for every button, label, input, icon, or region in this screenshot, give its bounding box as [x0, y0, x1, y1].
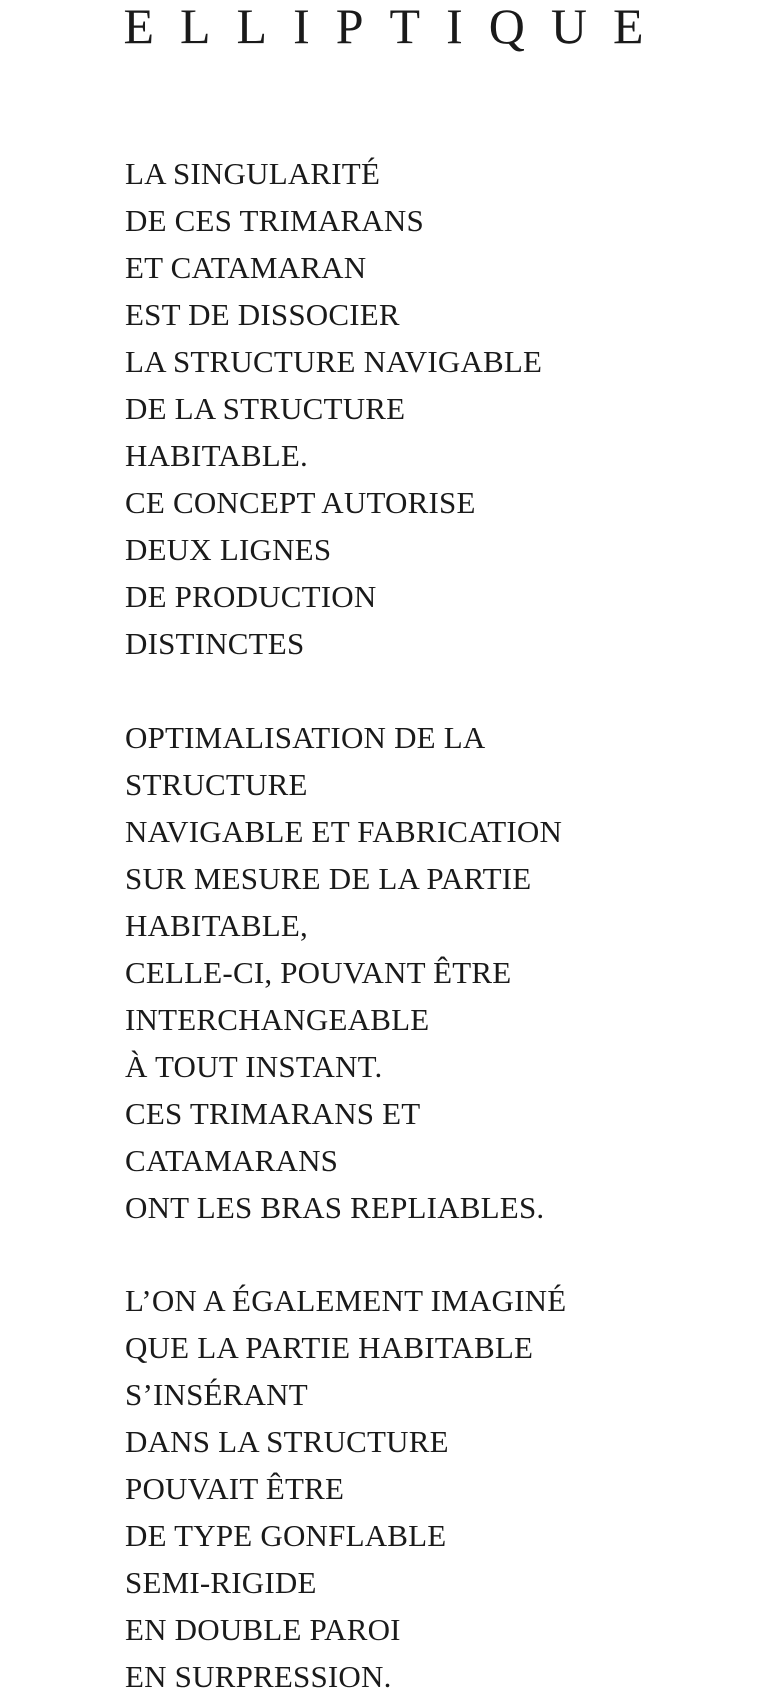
text-line: ET CATAMARAN	[125, 250, 367, 285]
text-line: OPTIMALISATION DE LA	[125, 720, 486, 755]
text-line: DE CES TRIMARANS	[125, 203, 424, 238]
text-line: À TOUT INSTANT.	[125, 1049, 383, 1084]
text-line: HABITABLE,	[125, 908, 308, 943]
page-title: ELLIPTIQUE	[123, 0, 670, 54]
text-line: CE CONCEPT AUTORISE	[125, 485, 476, 520]
text-line: SUR MESURE DE LA PARTIE	[125, 861, 532, 896]
text-line: DISTINCTES	[125, 626, 305, 661]
text-line: STRUCTURE	[125, 767, 308, 802]
text-line: INTERCHANGEABLE	[125, 1002, 430, 1037]
text-line: S’INSÉRANT	[125, 1377, 308, 1412]
text-line: EN DOUBLE PAROI	[125, 1612, 401, 1647]
text-line: L’ON A ÉGALEMENT IMAGINÉ	[125, 1283, 567, 1318]
text-line: CES TRIMARANS ET	[125, 1096, 421, 1131]
text-line: LA STRUCTURE NAVIGABLE	[125, 344, 543, 379]
text-line: DE TYPE GONFLABLE	[125, 1518, 447, 1553]
text-line: QUE LA PARTIE HABITABLE	[125, 1330, 534, 1365]
text-line: EN SURPRESSION.	[125, 1659, 392, 1694]
paragraph-1	[125, 150, 745, 667]
text-line: DE PRODUCTION	[125, 579, 377, 614]
text-line: DE LA STRUCTURE	[125, 391, 406, 426]
text-line: CELLE-CI, POUVANT ÊTRE	[125, 955, 512, 990]
paragraph-2	[125, 714, 745, 1231]
text-line: DANS LA STRUCTURE	[125, 1424, 449, 1459]
text-line: ONT LES BRAS REPLIABLES.	[125, 1190, 545, 1225]
text-line: CATAMARANS	[125, 1143, 339, 1178]
text-line: SEMI-RIGIDE	[125, 1565, 317, 1600]
text-line: DEUX LIGNES	[125, 532, 332, 567]
text-line: EST DE DISSOCIER	[125, 297, 400, 332]
paragraph-3	[125, 1277, 745, 1700]
text-line: POUVAIT ÊTRE	[125, 1471, 345, 1506]
text-line: LA SINGULARITÉ	[125, 156, 381, 191]
text-line: NAVIGABLE ET FABRICATION	[125, 814, 563, 849]
text-line: HABITABLE.	[125, 438, 308, 473]
